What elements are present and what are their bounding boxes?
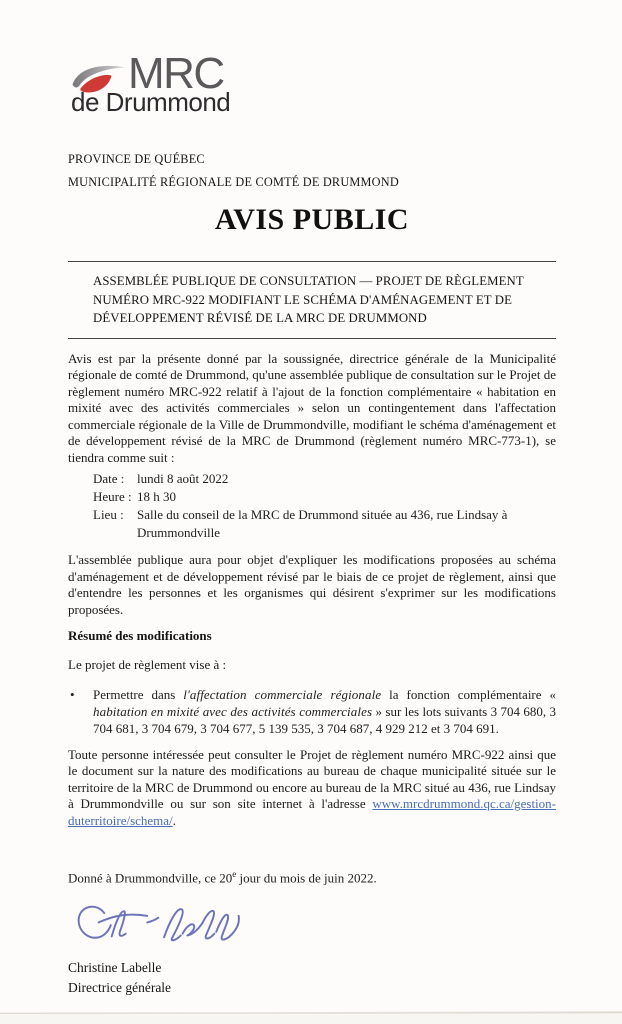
modification-text (93, 686, 556, 737)
meeting-date-row (93, 470, 556, 488)
date-label: Date : (93, 471, 125, 486)
document-content (68, 0, 556, 998)
letterhead (68, 148, 556, 194)
time-value: 18 h 30 (137, 489, 176, 504)
closing-line (68, 869, 556, 886)
handwritten-signature (70, 900, 258, 956)
signatory-role: Directrice générale (68, 980, 172, 996)
signatory-name: Christine Labelle (68, 960, 162, 976)
meeting-place-row (93, 506, 556, 542)
aims-intro: Le projet de règlement vise à : (68, 657, 227, 672)
summary-heading: Résumé des modifications (68, 628, 212, 643)
notice-subject: ASSEMBLÉE PUBLIQUE DE CONSULTATION — PROJET DE RÈGLEMENT NUMÉRO MRC-922 MODIFIANT LE SCHÉMA D'AMÉNAGEMENT ET DE DÉVELOPPEMENT RÉVISÉ DE LA MRC DE DRUMMOND (68, 261, 556, 339)
page-title: AVIS PUBLIC (214, 203, 410, 236)
bullet-seg3: » sur les lots suivants 3 704 680, 3 704 681, 3 704 679, 3 704 677, 5 139 535, 3 704 687, 4 929 212 et 3 704 691. (93, 703, 556, 736)
consultation-text: Toute personne intéressée peut consulter le Projet de règlement numéro MRC-922 ainsi que le document sur la nature des modifications au bureau de chaque municipalité située sur le territoire de la MRC de Drummond ou encore au bureau de la MRC situé au 436, rue Lindsay à Drummondville ou sur son site internet à l'adresse (68, 746, 556, 811)
meeting-details (93, 470, 556, 542)
website-link[interactable]: www.mrcdrummond.qc.ca/gestion-duterritoire/schema/ (68, 796, 556, 828)
time-label: Heure : (93, 489, 132, 504)
consultation-period: . (172, 812, 176, 828)
closing-seg2: jour du mois de juin 2022. (236, 870, 377, 886)
mrc-drummond-logo (70, 49, 556, 117)
bullet-icon: • (70, 686, 75, 702)
date-value: lundi 8 août 2022 (137, 471, 229, 486)
closing-superscript: e (232, 869, 237, 879)
place-label: Lieu : (93, 507, 124, 522)
intro-paragraph: Avis est par la présente donné par la soussignée, directrice générale de la Municipalité régionale de comté de Drummond, qu'une assemblée publique de consultation sur le Projet de règlement numéro MRC-922 relatif à l'ajout de la fonction complémentaire « habitation en mixité avec des activités commerciales » selon un contingentement dans l'affectation commerciale régionale de la Ville de Drummondville, modifiant le schéma d'aménagement et de développement révisé de la MRC de Drummond (règlement numéro MRC-773-1), se tiendra comme suit : (68, 350, 556, 465)
scan-background-below-page (0, 1014, 622, 1024)
meeting-time-row (93, 488, 556, 506)
municipality-line: MUNICIPALITÉ RÉGIONALE DE COMTÉ DE DRUMMOND (68, 175, 399, 189)
bullet-italic1: l'affectation commerciale régionale (183, 686, 382, 702)
closing-seg1: Donné à Drummondville, ce 20 (68, 870, 233, 886)
bullet-seg1: Permettre dans (93, 686, 184, 702)
bullet-italic2: habitation en mixité avec des activités commerciales (93, 703, 373, 719)
bullet-seg2: la fonction complémentaire « (381, 686, 556, 702)
logo-brand-text: MRC (128, 49, 224, 98)
purpose-paragraph: L'assemblée publique aura pour objet d'expliquer les modifications proposées au schéma d'aménagement et de développement révisé par le biais de ce projet de règlement, ainsi que d'entendre les personnes et les organismes qui désirent s'exprimer sur les modifications proposées. (68, 552, 556, 617)
modification-list-item (68, 686, 556, 737)
logo-subtitle-text: de Drummond (71, 87, 231, 117)
place-value: Salle du conseil de la MRC de Drummond située au 436, rue Lindsay à Drummondville (137, 507, 508, 540)
province-line: PROVINCE DE QUÉBEC (68, 152, 205, 166)
consultation-paragraph (68, 747, 556, 830)
